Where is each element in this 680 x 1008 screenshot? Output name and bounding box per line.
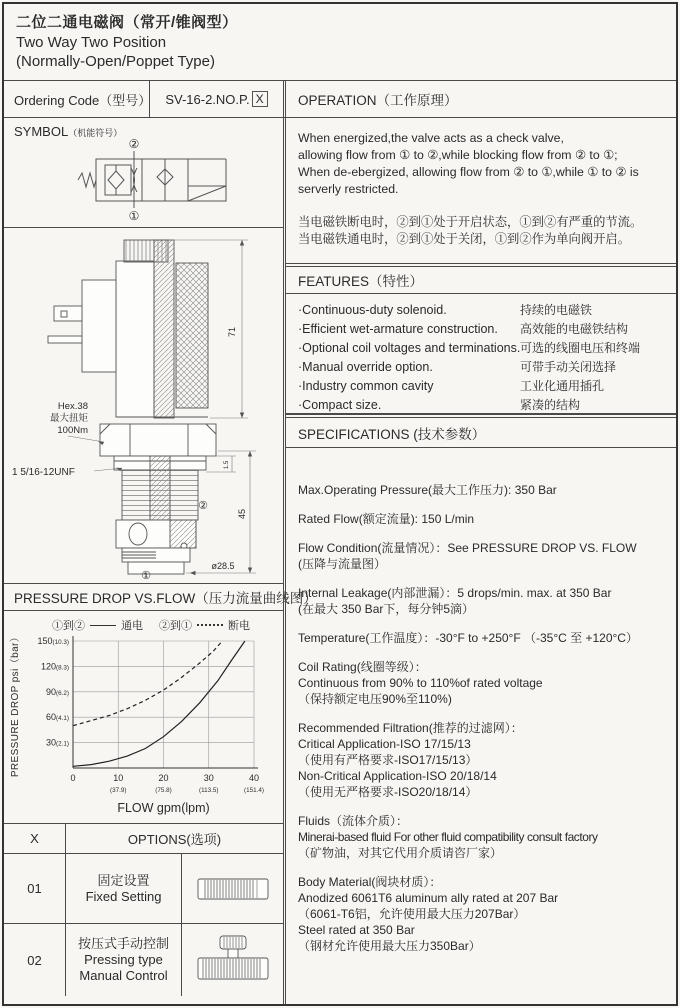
svg-text:0: 0 [70, 773, 76, 783]
spec-paragraph [298, 630, 676, 646]
option-label [66, 854, 182, 923]
feature-zh: 高效能的电磁铁结构 [520, 322, 629, 336]
feature-zh: 紧凑的结构 [520, 398, 581, 412]
spec-line: （矿物油，对其它代用介质请咨厂家） [298, 846, 503, 860]
operation-line-zh: 当电磁铁断电时，②到①处于开启状态，①到②有严重的节流。 [298, 215, 643, 229]
option-label-en: Pressing type [84, 952, 163, 967]
options-table-header [4, 824, 283, 854]
legend-label-from-to-2: ②到① [159, 620, 192, 632]
page-title-en-1: Two Way Two Position [16, 34, 167, 51]
drawing-port-2-label: ② [198, 500, 208, 512]
ordering-code-row [4, 81, 676, 118]
operation-line: serverly restricted. [298, 182, 399, 196]
feature-zh: 可选的线圈电压和终端 [520, 341, 641, 355]
svg-text:(75.8): (75.8) [155, 787, 172, 794]
spec-line: (压降与流量图） [298, 557, 386, 571]
spec-line: Body Material(阀块材质）： [298, 875, 442, 889]
right-column [286, 118, 676, 1004]
spec-line: （6061-T6铝，允许使用最大压力207Bar） [298, 907, 526, 921]
list-item [298, 377, 670, 396]
push-button-knurled-nut-icon [190, 933, 276, 987]
symbol-port-1-label: ① [128, 209, 140, 223]
option-label-en2: Manual Control [79, 968, 168, 983]
dim-71: 71 [227, 326, 237, 338]
drawing-port-1-label: ① [141, 570, 151, 582]
spec-line: Coil Rating(线圈等级）： [298, 660, 427, 674]
spec-line: (在最大 350 Bar下，每分钟5滴） [298, 602, 475, 616]
legend-item-energized [52, 617, 143, 633]
hex-label-line1: Hex.38 [57, 401, 88, 412]
operation-line-zh: 当电磁铁通电时，②到①处于关闭，①到②作为单向阀开启。 [298, 232, 631, 246]
legend-label-state-1: 通电 [121, 620, 143, 632]
svg-text:10: 10 [113, 773, 124, 783]
svg-text:120(8.3): 120(8.3) [41, 661, 69, 672]
svg-text:60(4.1): 60(4.1) [46, 712, 69, 723]
legend-item-deenergized [159, 617, 250, 633]
svg-text:(151.4): (151.4) [244, 787, 264, 794]
symbol-port-2-label: ② [128, 137, 140, 151]
spacer [298, 198, 676, 214]
spec-line: Continuous from 90% to 110%of rated voltage [298, 676, 543, 690]
solid-line-sample [90, 625, 116, 626]
title-block [4, 4, 676, 81]
svg-text:30: 30 [203, 773, 214, 783]
dashed-line-sample [197, 624, 223, 626]
operation-line: allowing flow from ① to ②,while blocking flow from ② to ①; [298, 148, 618, 162]
spec-line: （钢材允许使用最大压力350Bar） [298, 939, 481, 953]
symbol-title-en: SYMBOL [14, 124, 69, 139]
spec-line: （保持额定电压90%至110%) [298, 692, 452, 706]
feature-en: ·Optional coil voltages and terminations. [298, 341, 520, 355]
pressure-drop-vs-flow-chart [4, 611, 283, 823]
option-code: 01 [4, 854, 66, 923]
spec-line: Max.Operating Pressure(最大工作压力): 350 Bar [298, 483, 557, 497]
chart-legend [52, 617, 250, 633]
svg-text:150(10.3): 150(10.3) [37, 636, 69, 646]
dim-diameter: ø28.5 [211, 561, 235, 571]
spec-paragraph [298, 874, 676, 954]
feature-en: ·Efficient wet-armature construction. [298, 322, 498, 336]
list-item [298, 320, 670, 339]
spec-line: Critical Application-ISO 17/15/13 [298, 737, 471, 751]
spec-line: Internal Leakage(内部泄漏）：5 drops/min. max. at 350 Bar [298, 586, 612, 600]
feature-en: ·Manual override option. [298, 360, 433, 374]
symbol-section [4, 118, 283, 228]
svg-text:(37.9): (37.9) [110, 787, 127, 794]
svg-text:90(6.2): 90(6.2) [46, 686, 69, 697]
pressure-drop-chart-section [4, 611, 283, 824]
spec-paragraph [298, 540, 676, 572]
operation-section-title: OPERATION（工作原理） [298, 93, 458, 108]
spec-line: Anodized 6061T6 aluminum ally rated at 207 Bar [298, 891, 559, 905]
left-column [4, 118, 317, 1004]
valve-cross-section [4, 228, 283, 584]
spec-paragraph [298, 813, 676, 861]
option-label [66, 924, 182, 996]
feature-en: ·Compact size. [298, 398, 382, 412]
ordering-code-label: Ordering Code（型号） [4, 81, 150, 117]
spec-line: Temperature(工作温度）：-30°F to +250°F （-35°C 至 +120°C） [298, 631, 638, 645]
option-label-en: Fixed Setting [85, 888, 162, 904]
symbol-title-zh: （机能符号） [68, 128, 123, 138]
operation-line: When energized,the valve acts as a check valve, [298, 131, 564, 145]
page-title-zh: 二位二通电磁阀（常开/锥阀型） [16, 14, 238, 31]
spec-line: （使用无严格要求-ISO20/18/14） [298, 785, 478, 799]
spec-paragraph [298, 482, 676, 498]
spec-line: Minerai-based fluid For other fluid compatibility consult factory [298, 830, 598, 844]
svg-text:40: 40 [248, 773, 260, 783]
knurled-fixed-nut-icon [193, 875, 273, 903]
spec-line: Fluids（流体介质）： [298, 814, 409, 828]
options-col-x-header: X [4, 824, 66, 853]
ordering-code-text: SV-16-2.NO.P. [165, 91, 250, 107]
chart-section-title: PRESSURE DROP VS.FLOW（压力流量曲线图） [4, 584, 283, 611]
option-label-zh: 按压式手动控制 [77, 936, 169, 951]
list-item [298, 339, 670, 358]
features-list [286, 294, 676, 414]
symbol-section-title [14, 124, 122, 139]
page-title-en-2: (Normally-Open/Poppet Type) [16, 53, 215, 70]
spec-line: Recommended Filtration(推荐的过滤网）： [298, 721, 523, 735]
svg-text:FLOW gpm(lpm): FLOW gpm(lpm) [117, 801, 210, 815]
thread-label: 1 5/16-12UNF [12, 467, 75, 478]
specifications-body [286, 448, 676, 1004]
spec-paragraph [298, 720, 676, 800]
svg-text:30(2.1): 30(2.1) [46, 737, 69, 748]
dim-1-5: 1.5 [224, 460, 230, 470]
operation-text [286, 118, 676, 263]
option-label-zh: 固定设置 [97, 872, 150, 888]
options-col-options-header: OPTIONS(选项) [127, 832, 222, 847]
spec-paragraph [298, 585, 676, 617]
svg-text:(113.5): (113.5) [199, 787, 219, 794]
operation-line: When de-ebergized, allowing flow from ② to ①,while ① to ② is [298, 165, 639, 179]
table-row [4, 924, 283, 996]
legend-label-state-2: 断电 [228, 620, 250, 632]
spec-paragraph [298, 511, 676, 527]
list-item [298, 301, 670, 320]
spec-line: （使用有严格要求-ISO17/15/13） [298, 753, 478, 767]
option-illustration [182, 854, 283, 923]
list-item [298, 358, 670, 377]
table-row [4, 854, 283, 924]
hex-label-line3: 100Nm [57, 425, 88, 436]
hex-label-line2: 最大扭矩 [49, 413, 88, 424]
option-illustration [182, 924, 283, 996]
feature-en: ·Continuous-duty solenoid. [298, 303, 447, 317]
list-item [298, 396, 670, 415]
option-code: 02 [4, 924, 66, 996]
spec-line: Non-Critical Application-ISO 20/18/14 [298, 769, 497, 783]
spec-paragraph [298, 659, 676, 707]
dim-45: 45 [237, 508, 247, 520]
ordering-code-option-box: X [252, 91, 268, 107]
spec-line: Rated Flow(额定流量): 150 L/min [298, 512, 475, 526]
svg-text:20: 20 [158, 773, 169, 783]
spec-line: Steel rated at 350 Bar [298, 923, 415, 937]
valve-drawing [4, 228, 283, 583]
content-columns [4, 118, 676, 1004]
specifications-section-title: SPECIFICATIONS (技术参数） [286, 418, 676, 448]
feature-zh: 可带手动关闭选择 [520, 360, 617, 374]
options-table [4, 824, 283, 996]
legend-label-from-to-1: ①到② [52, 620, 85, 632]
features-section-title: FEATURES（特性） [286, 267, 676, 294]
svg-text:PRESSURE DROP psi（bar）: PRESSURE DROP psi（bar） [10, 631, 21, 778]
page-frame [2, 2, 678, 1006]
feature-zh: 持续的电磁铁 [520, 303, 593, 317]
feature-zh: 工业化通用插孔 [520, 379, 605, 393]
ordering-code-value [150, 81, 283, 117]
feature-en: ·Industry common cavity [298, 379, 434, 393]
spec-line: Flow Condition(流量情况）：See PRESSURE DROP VS. FLOW [298, 541, 637, 555]
